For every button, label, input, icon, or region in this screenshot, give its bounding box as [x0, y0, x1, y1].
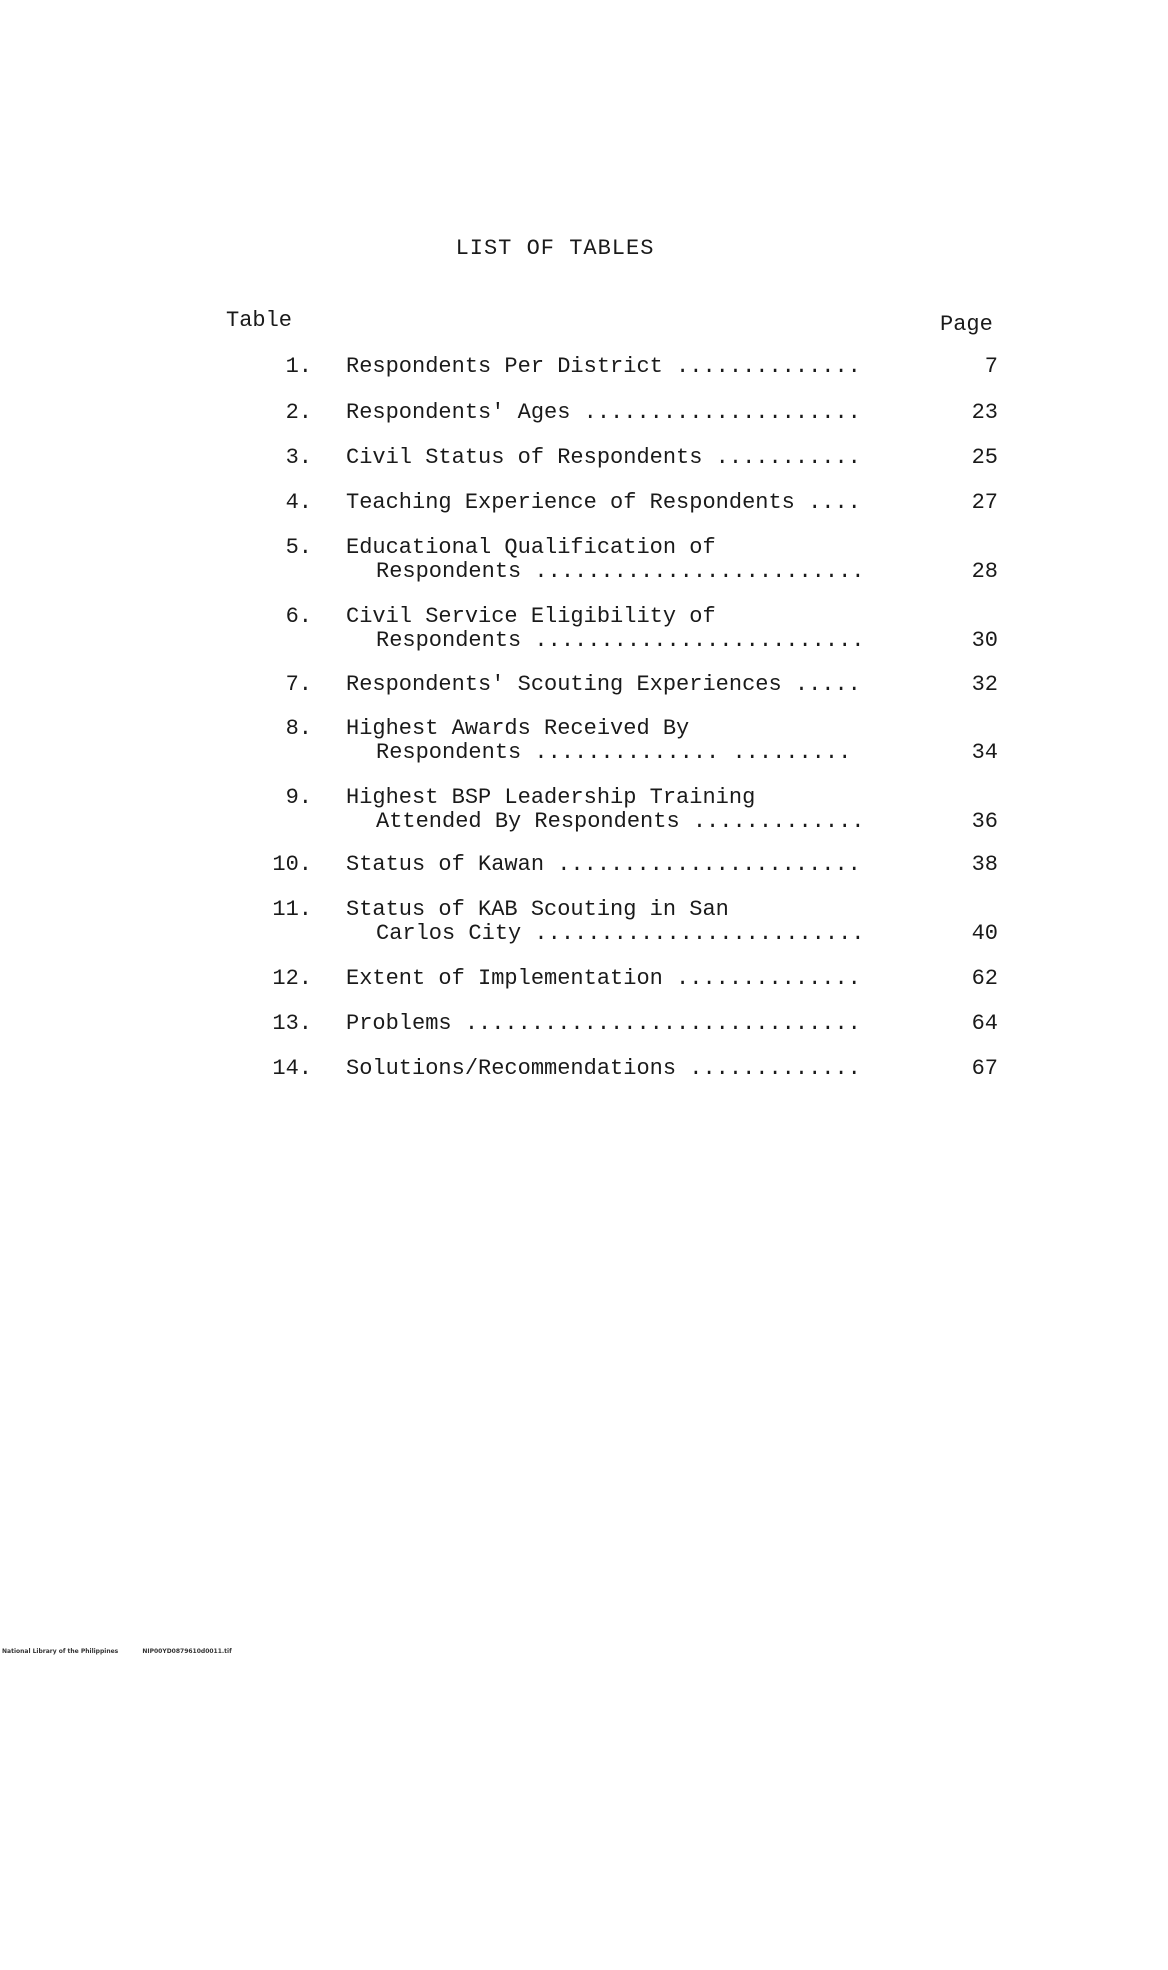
table-number: 7. — [285, 672, 312, 697]
table-number: 3. — [285, 445, 312, 470]
file-id: NIP00YD0879610d0011.tif — [142, 1648, 232, 1655]
table-number: 5. — [285, 535, 312, 560]
table-number: 14. — [272, 1056, 312, 1081]
table-caption — [346, 605, 926, 653]
scan-footer — [2, 1648, 254, 1655]
table-caption — [346, 673, 926, 697]
table-number: 6. — [285, 604, 312, 629]
page-number: 27 — [971, 490, 998, 515]
table-caption — [346, 853, 926, 877]
table-number: 2. — [285, 400, 312, 425]
table-number: 11. — [272, 897, 312, 922]
table-number: 12. — [272, 966, 312, 991]
page-number: 36 — [971, 809, 998, 834]
table-caption-line: Respondents ......................... — [376, 559, 865, 584]
table-caption — [346, 401, 926, 425]
table-number: 9. — [285, 785, 312, 810]
table-caption-line: Civil Status of Respondents ........... — [346, 445, 861, 470]
page-title: LIST OF TABLES — [455, 236, 655, 261]
page-number: 25 — [971, 445, 998, 470]
table-caption — [346, 967, 926, 991]
table-number: 13. — [272, 1011, 312, 1036]
table-caption-line: Solutions/Recommendations ............. — [346, 1056, 861, 1081]
table-caption — [346, 786, 926, 834]
page-number: 30 — [971, 628, 998, 653]
page-number: 67 — [971, 1056, 998, 1081]
table-caption-line: Respondents' Scouting Experiences ..... — [346, 672, 861, 697]
table-caption-line: Respondents ......................... — [376, 628, 865, 653]
table-caption — [346, 536, 926, 584]
table-caption-line: Status of Kawan ....................... — [346, 852, 861, 877]
table-caption-line: Status of KAB Scouting in San — [346, 897, 729, 922]
table-caption — [346, 1012, 926, 1036]
table-caption — [346, 1057, 926, 1081]
table-caption-line: Carlos City ......................... — [376, 921, 865, 946]
table-caption-line: Respondents .............. ......... — [376, 740, 852, 765]
page-number: 32 — [971, 672, 998, 697]
table-caption — [346, 355, 926, 379]
page-number: 34 — [971, 740, 998, 765]
table-caption-line: Highest Awards Received By — [346, 716, 690, 741]
table-caption-line: Highest BSP Leadership Training — [346, 785, 756, 810]
table-number: 1. — [285, 354, 312, 379]
table-caption — [346, 446, 926, 470]
table-caption-line: Attended By Respondents ............. — [376, 809, 865, 834]
page-column-header: Page — [940, 312, 993, 337]
table-caption-line: Educational Qualification of — [346, 535, 716, 560]
table-caption-line: Civil Service Eligibility of — [346, 604, 716, 629]
table-caption — [346, 491, 926, 515]
table-number: 4. — [285, 490, 312, 515]
table-caption-line: Respondents Per District .............. — [346, 354, 861, 379]
table-caption-line: Teaching Experience of Respondents .... — [346, 490, 861, 515]
library-credit: National Library of the Philippines — [2, 1648, 119, 1655]
page-number: 64 — [971, 1011, 998, 1036]
table-number: 8. — [285, 716, 312, 741]
page-number: 23 — [971, 400, 998, 425]
table-column-header: Table — [226, 308, 293, 333]
page-number: 7 — [984, 354, 998, 379]
page-number: 40 — [971, 921, 998, 946]
table-caption-line: Problems .............................. — [346, 1011, 861, 1036]
table-number: 10. — [272, 852, 312, 877]
table-caption-line: Extent of Implementation .............. — [346, 966, 861, 991]
table-caption — [346, 717, 926, 765]
page-number: 62 — [971, 966, 998, 991]
page-number: 38 — [971, 852, 998, 877]
page-number: 28 — [971, 559, 998, 584]
table-caption-line: Respondents' Ages ..................... — [346, 400, 861, 425]
table-caption — [346, 898, 926, 946]
